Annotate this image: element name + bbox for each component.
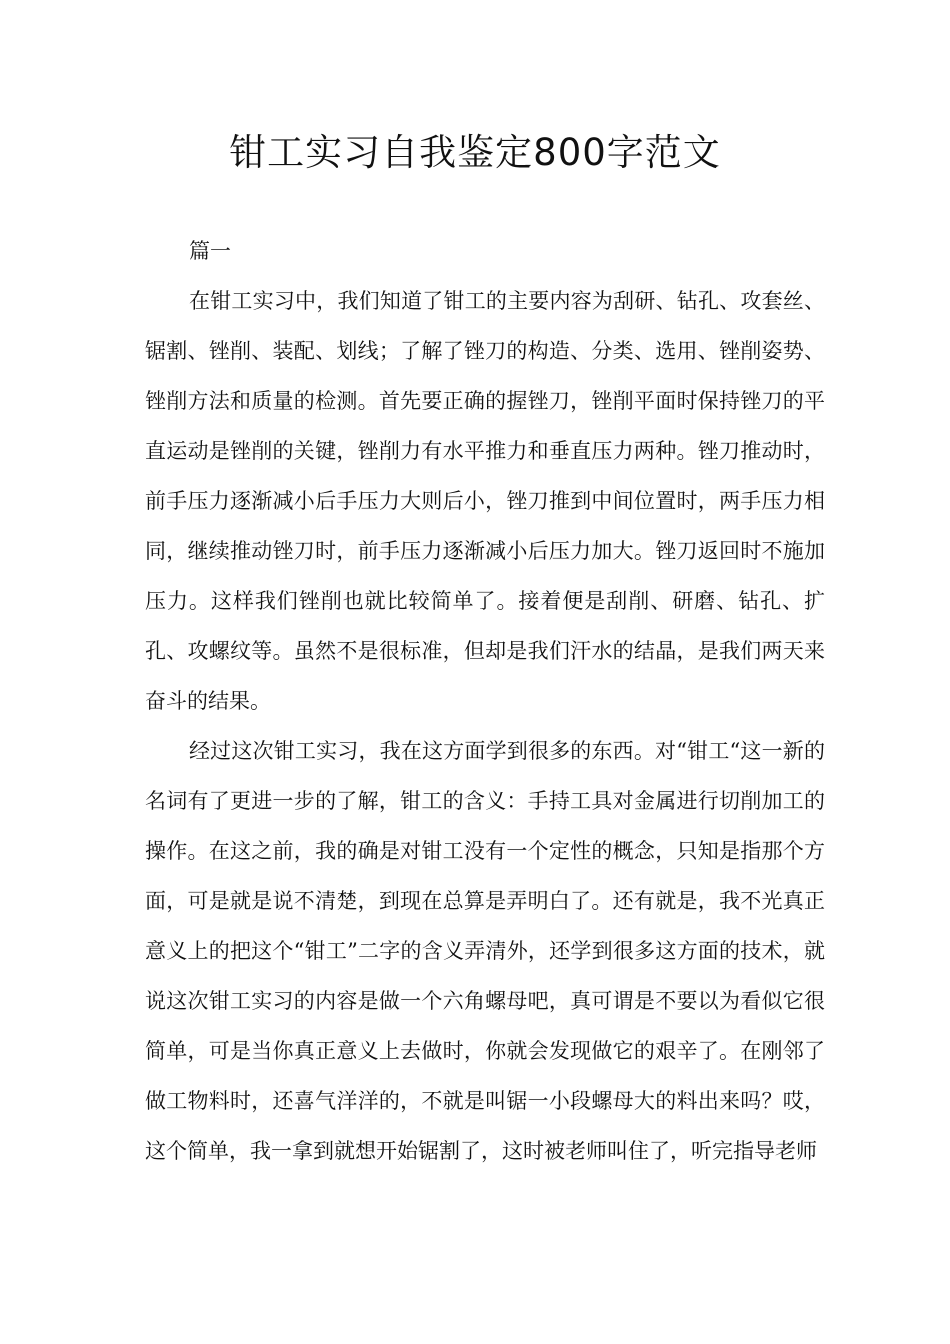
section-heading: 篇一 — [189, 239, 231, 263]
document-title: 钳工实习自我鉴定800字范文 — [229, 131, 721, 174]
paragraph: 在钳工实习中，我们知道了钳工的主要内容为刮研、钻孔、攻套丝、锯割、锉削、装配、划线；了解了锉刀的构造、分类、选用、锉削姿势、锉削方法和质量的检测。首先要正确的握锉刀，锉削平面时保持锉刀的平直运动是锉削的关键，锉削力有水平推力和垂直压力两种。锉刀推动时，前手压力逐渐减小后手压力大则后小，锉刀推到中间位置时，两手压力相同，继续推动锉刀时，前手压力逐渐减小后压力加大。锉刀返回时不施加压力。这样我们锉削也就比较简单了。接着便是刮削、研磨、钻孔、扩孔、攻螺纹等。虽然不是很标准，但却是我们汗水的结晶，是我们两天来奋斗的结果。 — [145, 289, 825, 713]
document-body — [145, 226, 825, 1176]
paragraph: 经过这次钳工实习，我在这方面学到很多的东西。对“钳工“这一新的名词有了更进一步的了解，钳工的含义：手持工具对金属进行切削加工的操作。在这之前，我的确是对钳工没有一个定性的概念，只知是指那个方面，可是就是说不清楚，到现在总算是弄明白了。还有就是，我不光真正意义上的把这个“钳工”二字的含义弄清外，还学到很多这方面的技术，就说这次钳工实习的内容是做一个六角螺母吧，真可谓是不要以为看似它很简单，可是当你真正意义上去做时，你就会发现做它的艰辛了。在刚邻了做工物料时，还喜气洋洋的，不就是叫锯一小段螺母大的料出来吗？哎，这个简单，我一拿到就想开始锯割了，这时被老师叫住了，听完指导老师 — [145, 739, 825, 1163]
